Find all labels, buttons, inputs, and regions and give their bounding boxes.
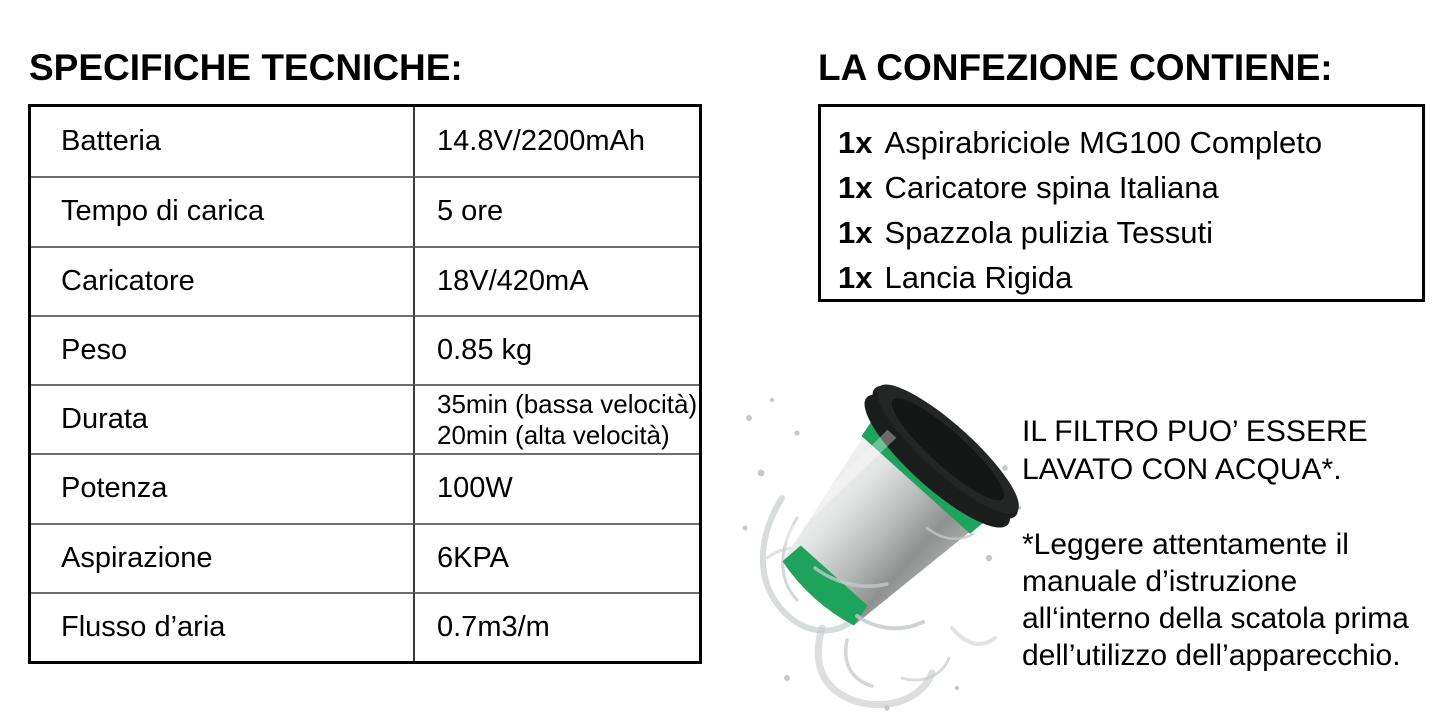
footnote-line: *Leggere attentamente il	[1022, 528, 1349, 561]
spec-value-batteria	[413, 107, 699, 176]
spec-label-caricatore	[31, 246, 413, 315]
package-item	[838, 255, 1422, 300]
package-item	[838, 165, 1422, 210]
spec-value-text: 5 ore	[437, 195, 504, 228]
spec-value-peso	[413, 315, 699, 384]
spec-label-potenza	[31, 453, 413, 522]
package-item-name: Caricatore spina Italiana	[884, 170, 1219, 205]
spec-label-tempo-di-carica	[31, 176, 413, 245]
spec-label-durata	[31, 384, 413, 453]
spec-value-text: 100W	[437, 472, 513, 505]
spec-value-text: 14.8V/2200mAh	[437, 125, 645, 158]
spec-value-tempo-di-carica	[413, 176, 699, 245]
package-item	[838, 210, 1422, 255]
package-item-name: Spazzola pulizia Tessuti	[884, 215, 1214, 250]
spec-label-peso	[31, 315, 413, 384]
spec-value-line: 20min (alta velocità)	[437, 419, 670, 450]
spec-label-text: Caricatore	[61, 264, 195, 297]
package-item-qty: 1x	[838, 125, 873, 160]
spec-table	[28, 104, 702, 664]
spec-value-potenza	[413, 453, 699, 522]
package-item-name: Aspirabriciole MG100 Completo	[884, 125, 1323, 160]
footnote-line: manuale d’istruzione	[1022, 565, 1298, 598]
package-item	[838, 120, 1422, 165]
package-heading: LA CONFEZIONE CONTIENE:	[818, 47, 1333, 88]
package-item-qty: 1x	[838, 170, 873, 205]
spec-label-text: Flusso d’aria	[61, 610, 226, 643]
spec-value-flusso-daria	[413, 592, 699, 661]
spec-value-line: 35min (bassa velocità)	[437, 388, 698, 419]
spec-value-text: 0.85 kg	[437, 333, 533, 366]
filter-image	[727, 378, 1029, 722]
filter-bucket	[744, 378, 1029, 661]
spec-value-aspirazione	[413, 523, 699, 592]
footnote-line: all‘interno della scatola prima	[1022, 602, 1409, 635]
footnote	[1022, 526, 1445, 674]
spec-value-text: 0.7m3/m	[437, 610, 550, 643]
spec-label-text: Aspirazione	[61, 541, 213, 574]
filter-note	[1022, 413, 1442, 489]
spec-label-text: Potenza	[61, 472, 168, 505]
filter-note-line: IL FILTRO PUO’ ESSERE	[1022, 415, 1368, 448]
spec-value-caricatore	[413, 246, 699, 315]
spec-label-flusso-daria	[31, 592, 413, 661]
spec-value-text: 6KPA	[437, 541, 510, 574]
specs-heading: SPECIFICHE TECNICHE:	[29, 47, 463, 88]
spec-label-text: Batteria	[61, 125, 161, 158]
spec-value-durata	[413, 384, 699, 453]
package-item-qty: 1x	[838, 260, 873, 295]
spec-label-batteria	[31, 107, 413, 176]
package-item-name: Lancia Rigida	[884, 260, 1073, 295]
footnote-line: dell’utilizzo dell’apparecchio.	[1022, 639, 1401, 672]
filter-note-line: LAVATO CON ACQUA*.	[1022, 453, 1342, 486]
spec-label-text: Durata	[61, 403, 149, 436]
package-contents-box	[818, 104, 1425, 302]
package-item-qty: 1x	[838, 215, 873, 250]
spec-label-text: Peso	[61, 333, 128, 366]
spec-label-aspirazione	[31, 523, 413, 592]
spec-value-text: 18V/420mA	[437, 264, 589, 297]
spec-label-text: Tempo di carica	[61, 195, 265, 228]
